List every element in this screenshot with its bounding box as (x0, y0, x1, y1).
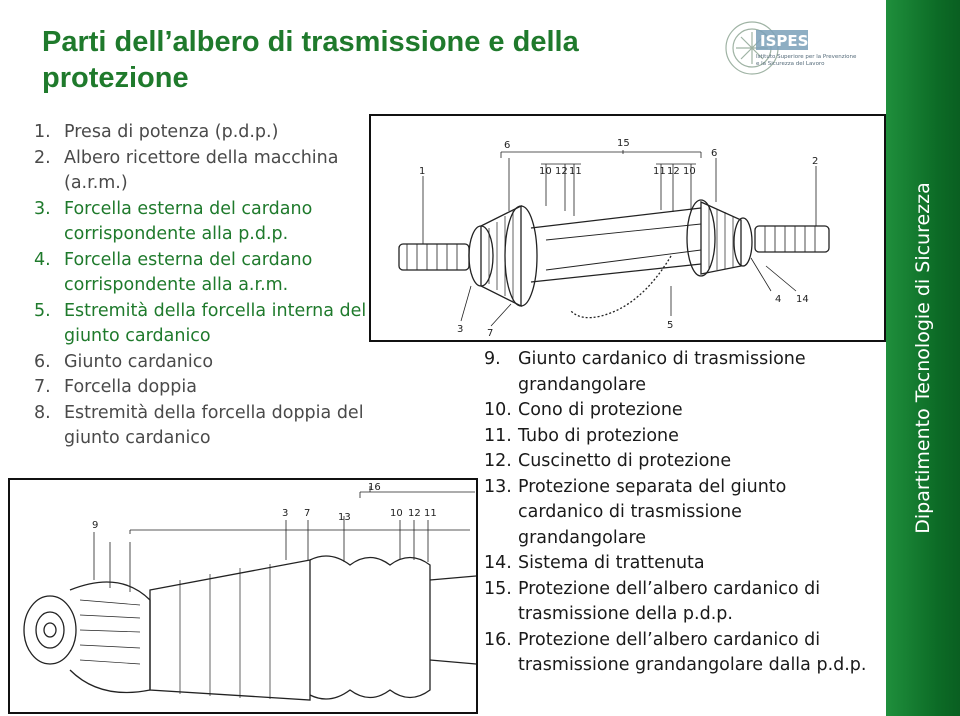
wide-angle-joint-drawing (8, 478, 478, 714)
svg-text:12: 12 (408, 508, 421, 519)
svg-text:4: 4 (775, 294, 782, 305)
svg-text:11: 11 (653, 166, 666, 177)
svg-text:15: 15 (617, 138, 630, 149)
svg-text:16: 16 (368, 482, 381, 493)
svg-text:1: 1 (419, 166, 426, 177)
list-item: 4. Forcella esterna del cardano corrispondente alla a.r.m. (34, 249, 313, 295)
svg-text:14: 14 (796, 294, 809, 305)
svg-text:11: 11 (569, 166, 582, 177)
list-item: 10. Cono di protezione (484, 400, 683, 420)
svg-text:13: 13 (338, 512, 351, 523)
svg-text:9: 9 (92, 520, 99, 531)
svg-text:12: 12 (667, 166, 680, 177)
list-item: 7. Forcella doppia (34, 377, 197, 397)
svg-text:e la Sicurezza del Lavoro: e la Sicurezza del Lavoro (756, 61, 825, 67)
svg-text:Istituto Superiore per la Prev: Istituto Superiore per la Prevenzione (756, 54, 857, 60)
list-item: 11. Tubo di protezione (484, 425, 679, 446)
svg-text:3: 3 (282, 508, 289, 519)
list-item: 9. Giunto cardanico di trasmissione grandangolare (484, 349, 806, 395)
svg-text:11: 11 (424, 508, 437, 519)
svg-text:3: 3 (457, 324, 464, 335)
list-item: 6. Giunto cardanico (34, 351, 214, 372)
svg-text:6: 6 (711, 148, 718, 159)
list-item: 15. Protezione dell’albero cardanico di trasmissione della p.d.p. (484, 578, 821, 624)
parts-list-right (484, 347, 874, 679)
parts-list-left (34, 120, 404, 452)
list-item: 1. Presa di potenza (p.d.p.) (34, 122, 279, 142)
list-item: 12. Cuscinetto di protezione (484, 451, 732, 471)
svg-text:5: 5 (667, 320, 674, 331)
list-item: 8. Estremità della forcella doppia del giunto cardanico (34, 402, 364, 448)
list-item: 14. Sistema di trattenuta (484, 553, 705, 573)
sidebar-department-label: Dipartimento Tecnologie di Sicurezza (912, 182, 934, 534)
list-item: 2. Albero ricettore della macchina (a.r.m.) (34, 147, 339, 193)
pto-shaft-drawing (369, 114, 886, 342)
list-item: 13. Protezione separata del giunto cardanico di trasmissione grandangolare (484, 476, 787, 548)
page-title: Parti dell’albero di trasmissione e della protezione (42, 26, 579, 94)
ispesl-logo (722, 12, 872, 98)
svg-text:10: 10 (539, 166, 552, 177)
svg-text:12: 12 (555, 166, 568, 177)
svg-text:7: 7 (487, 328, 494, 339)
svg-text:10: 10 (683, 166, 696, 177)
list-item: 3. Forcella esterna del cardano corrispondente alla p.d.p. (34, 198, 313, 244)
list-item: 5. Estremità della forcella interna del giunto cardanico (34, 300, 367, 346)
svg-text:6: 6 (504, 140, 511, 151)
svg-text:2: 2 (812, 156, 819, 167)
list-item: 16. Protezione dell’albero cardanico di trasmissione grandangolare dalla p.d.p. (484, 629, 867, 675)
svg-text:10: 10 (390, 508, 403, 519)
svg-text:ISPESL: ISPESL (760, 32, 818, 50)
svg-text:7: 7 (304, 508, 311, 519)
